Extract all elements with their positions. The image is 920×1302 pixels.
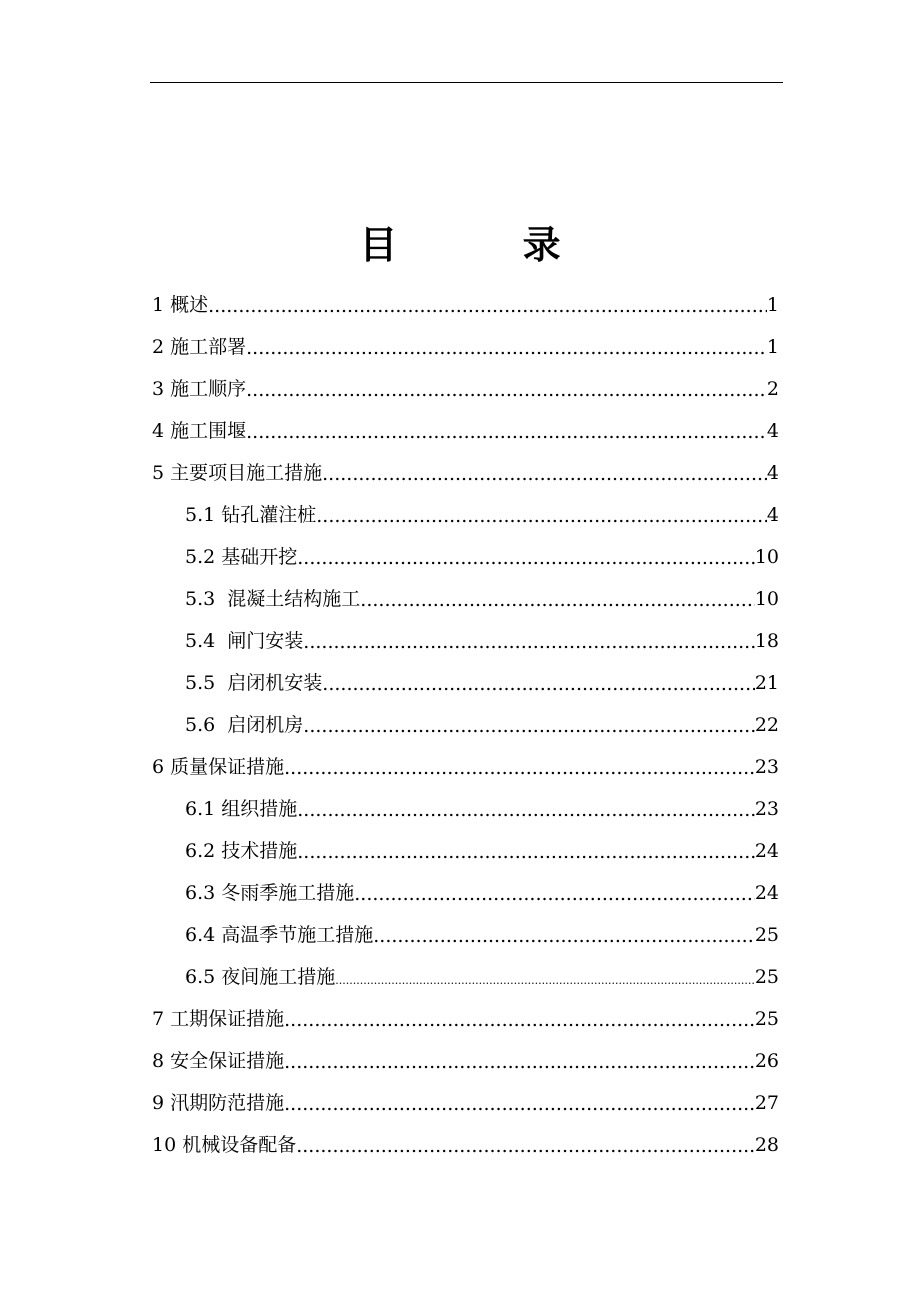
toc-leader-dots (303, 704, 755, 746)
toc-entry-page: 25 (754, 924, 779, 946)
toc-entry-label: 6.3 冬雨季施工措施 (185, 882, 355, 904)
toc-entry[interactable] (185, 662, 779, 704)
toc-entry-label: 5.6 启闭机房 (185, 714, 304, 736)
toc-leader-dots (284, 1082, 755, 1124)
toc-entry-label: 6.4 高温季节施工措施 (185, 924, 374, 946)
toc-entry-label: 5.3 混凝土结构施工 (185, 588, 361, 610)
toc-entry-page: 4 (766, 462, 779, 484)
toc-entry-page: 4 (766, 420, 779, 442)
toc-entry-label: 8 安全保证措施 (152, 1050, 285, 1072)
toc-leader-dots (284, 998, 755, 1040)
toc-leader-dots (354, 872, 755, 914)
toc-entry[interactable] (185, 704, 779, 746)
toc-leader-dots (246, 410, 767, 452)
toc-entry-page: 10 (754, 546, 779, 568)
toc-leader-dots (303, 620, 755, 662)
toc-leader-dots (316, 494, 767, 536)
toc-entry[interactable] (152, 452, 779, 494)
toc-leader-dots (246, 326, 767, 368)
toc-leader-dots (297, 788, 755, 830)
toc-entry[interactable] (152, 410, 779, 452)
toc-entry-label: 5.5 启闭机安装 (185, 672, 323, 694)
toc-entry-label: 5.4 闸门安装 (185, 630, 304, 652)
toc-entry[interactable] (152, 368, 779, 410)
toc-entry-page: 23 (754, 756, 779, 778)
toc-entry-page: 2 (766, 378, 779, 400)
toc-entry[interactable] (185, 830, 779, 872)
toc-entry-page: 26 (754, 1050, 779, 1072)
toc-entry[interactable] (185, 914, 779, 956)
toc-entry[interactable] (152, 284, 779, 326)
toc-entry-label: 10 机械设备配备 (152, 1134, 297, 1156)
toc-entry-label: 2 施工部署 (152, 336, 247, 358)
toc-leader-dots (373, 914, 755, 956)
toc-entry[interactable] (185, 494, 779, 536)
toc-entry-page: 24 (754, 840, 779, 862)
toc-entry[interactable] (152, 1040, 779, 1082)
toc-entry[interactable] (185, 620, 779, 662)
toc-entry-page: 23 (754, 798, 779, 820)
toc-entry-label: 6.5 夜间施工措施 (185, 966, 336, 988)
toc-entry-page: 21 (754, 672, 779, 694)
toc-entry-label: 7 工期保证措施 (152, 1008, 285, 1030)
toc-entry-page: 1 (766, 294, 779, 316)
toc-entry-page: 25 (754, 966, 779, 988)
toc-leader-dots (360, 578, 755, 620)
toc-entry[interactable] (185, 788, 779, 830)
toc-entry-label: 5.1 钻孔灌注桩 (185, 504, 317, 526)
toc-entry-label: 1 概述 (152, 294, 209, 316)
toc-entry-page: 10 (754, 588, 779, 610)
toc-entry-label: 5.2 基础开挖 (185, 546, 298, 568)
toc-entry-label: 6.1 组织措施 (185, 798, 298, 820)
toc-entry-page: 4 (766, 504, 779, 526)
toc-entry[interactable] (152, 746, 779, 788)
toc-leader-dots (296, 1124, 755, 1166)
toc-entry-page: 25 (754, 1008, 779, 1030)
toc-entry-label: 6.2 技术措施 (185, 840, 298, 862)
toc-entry[interactable] (185, 872, 779, 914)
toc-entry-label: 4 施工围堰 (152, 420, 247, 442)
page-title: 目 录 (359, 222, 617, 267)
toc-leader-dots (284, 746, 755, 788)
header-rule (150, 82, 783, 83)
toc-entry[interactable] (185, 578, 779, 620)
toc-entry[interactable] (185, 536, 779, 578)
toc-entry-label: 6 质量保证措施 (152, 756, 285, 778)
toc-leader-dots (246, 368, 767, 410)
toc-entry-page: 27 (754, 1092, 779, 1114)
toc-leader-dots (208, 284, 767, 326)
toc-leader-dots (284, 1040, 755, 1082)
toc-leader-dots (335, 956, 755, 998)
toc-leader-dots (322, 662, 755, 704)
toc-entry-label: 3 施工顺序 (152, 378, 247, 400)
toc-entry-page: 24 (754, 882, 779, 904)
toc-entry-page: 1 (766, 336, 779, 358)
toc-entry-label: 5 主要项目施工措施 (152, 462, 323, 484)
toc-entry-page: 22 (754, 714, 779, 736)
toc-entry[interactable] (185, 956, 779, 998)
toc-leader-dots (322, 452, 767, 494)
toc-entry-label: 9 汛期防范措施 (152, 1092, 285, 1114)
toc-entry[interactable] (152, 998, 779, 1040)
toc-leader-dots (297, 536, 755, 578)
toc-entry[interactable] (152, 1082, 779, 1124)
toc-entry-page: 18 (754, 630, 779, 652)
toc-entry-page: 28 (754, 1134, 779, 1156)
toc-entry[interactable] (152, 1124, 779, 1166)
toc-leader-dots (297, 830, 755, 872)
toc-entry[interactable] (152, 326, 779, 368)
